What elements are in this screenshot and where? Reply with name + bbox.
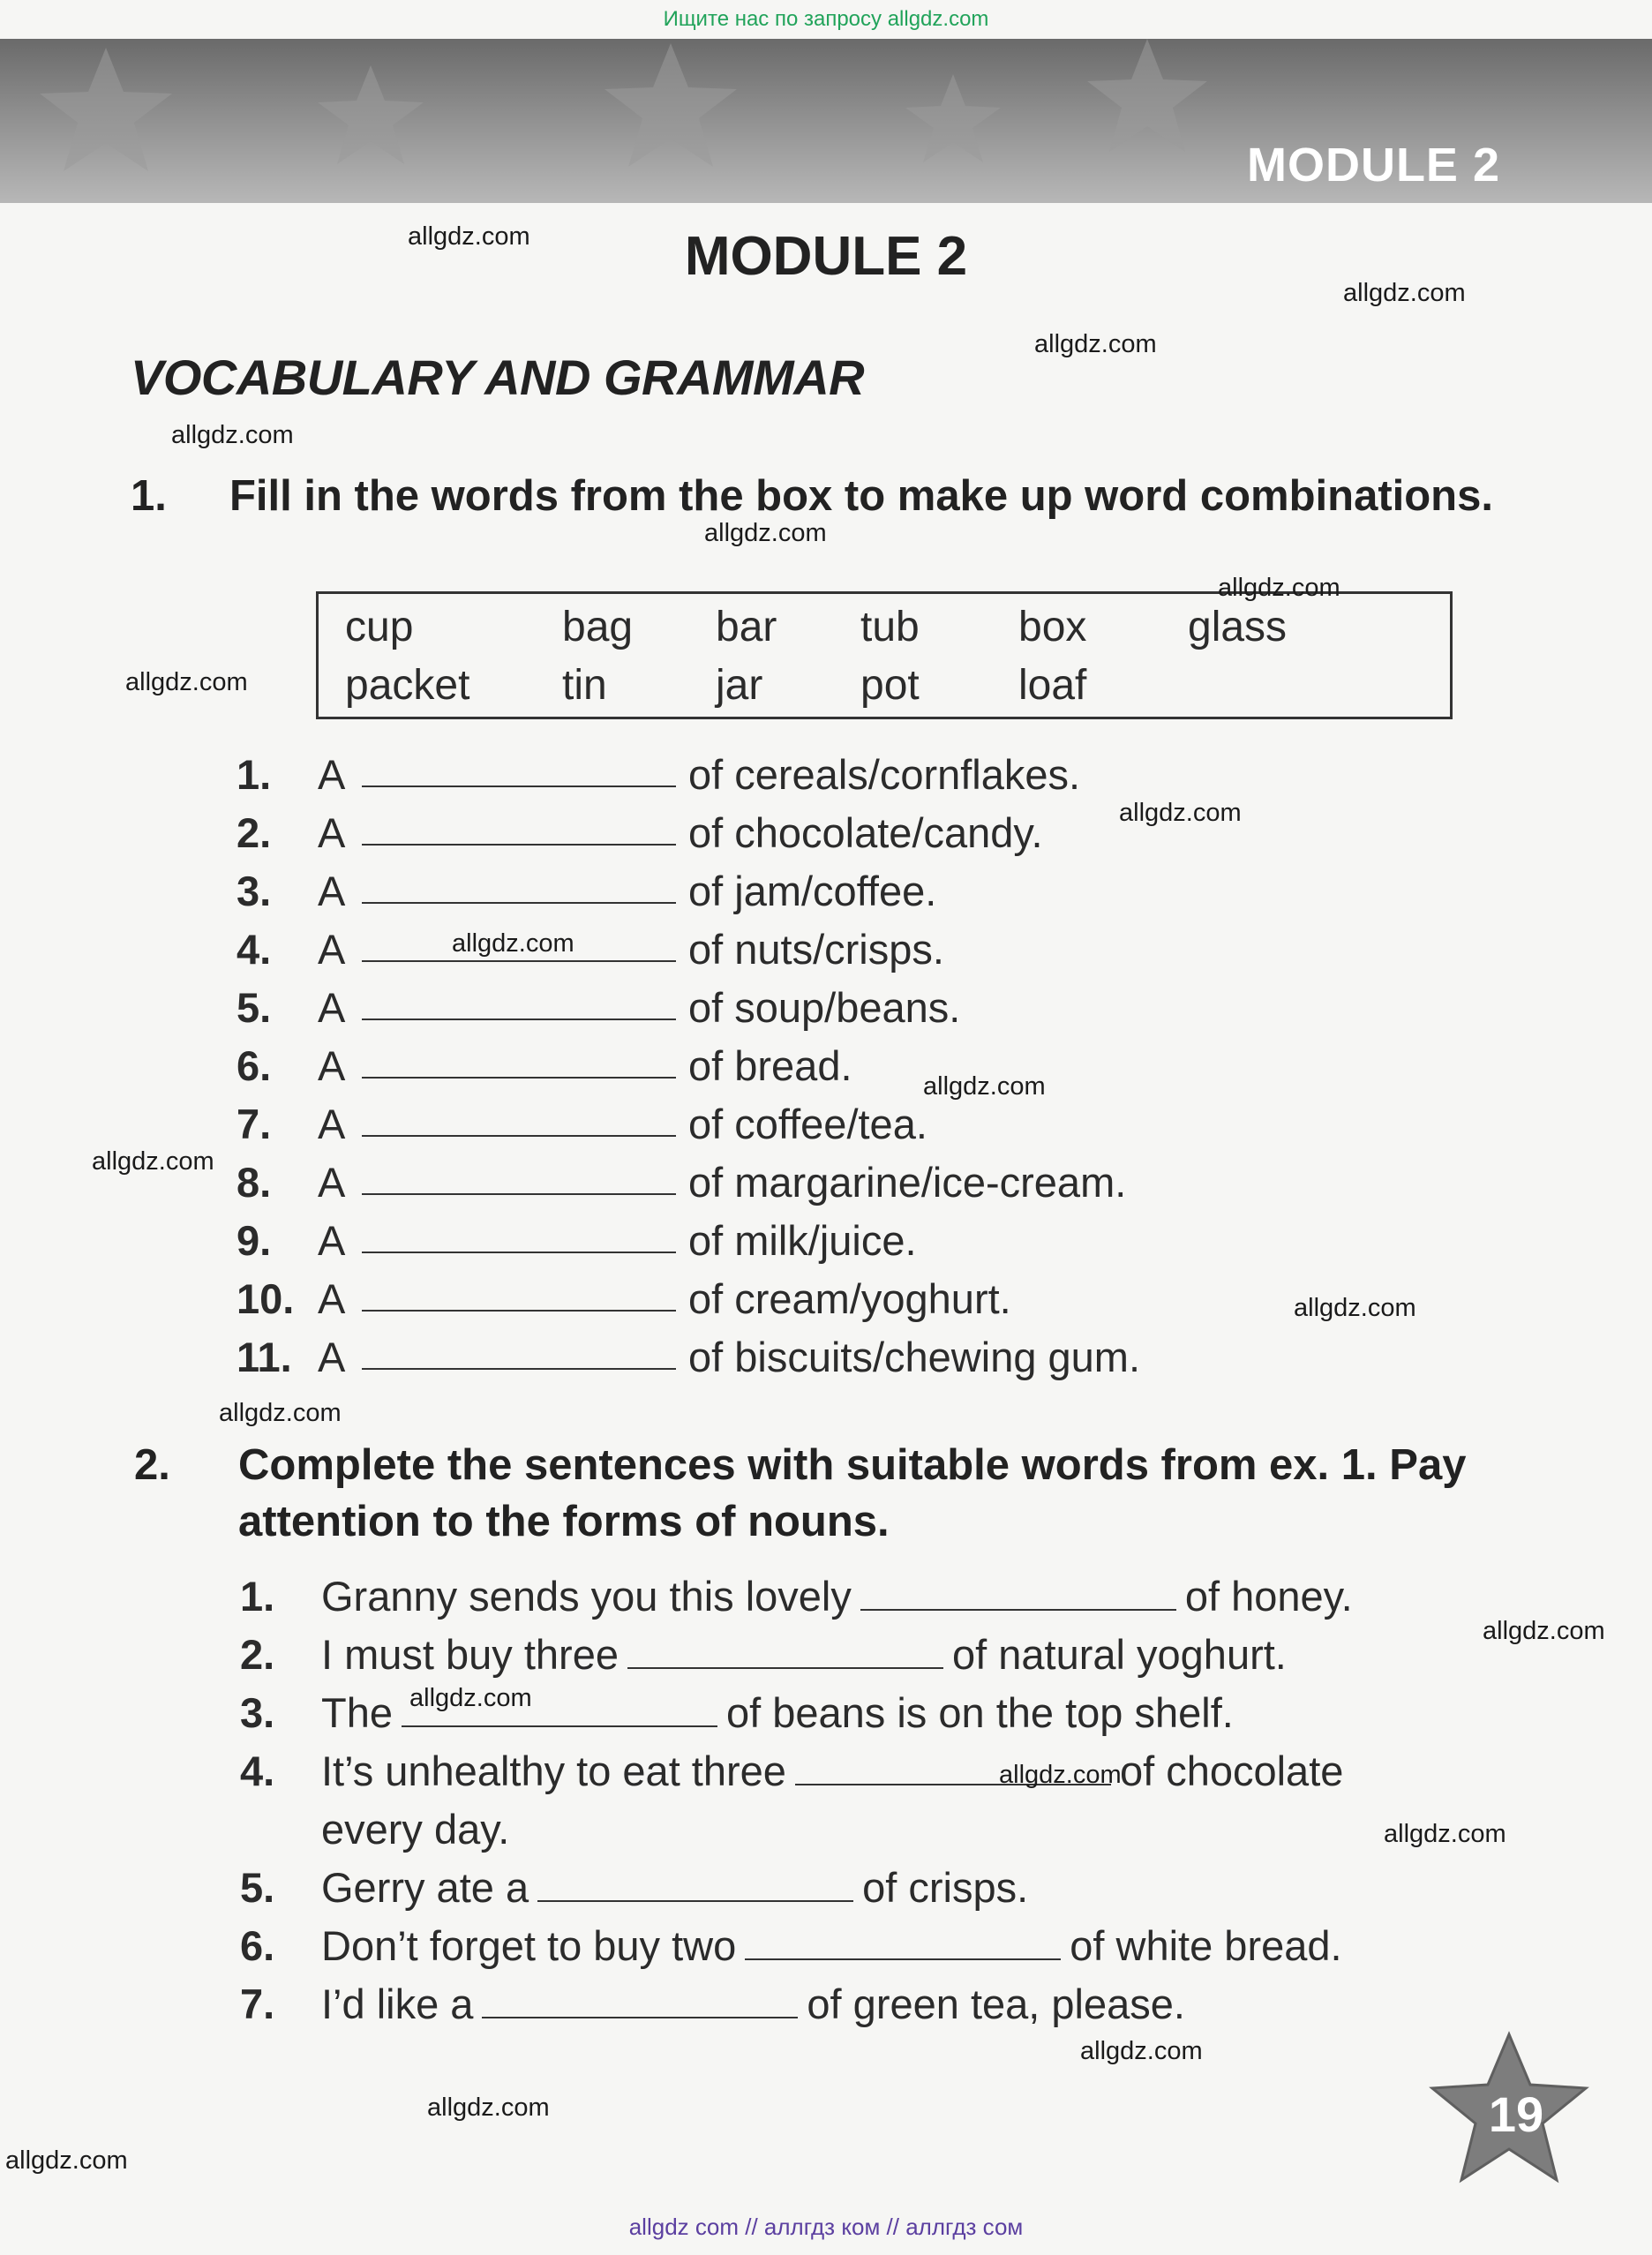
exercise1-instruction: Fill in the words from the box to make up word combinations. [229, 472, 1493, 520]
watermark: allgdz.com [999, 1761, 1122, 1789]
item-article: A [318, 1042, 346, 1089]
header-module-tag: MODULE 2 [1246, 139, 1500, 192]
word-box-item: pot [860, 662, 920, 709]
answer-blank[interactable] [362, 960, 676, 962]
answer-blank[interactable] [362, 844, 676, 846]
word-box-item: packet [345, 662, 470, 709]
item-number: 1. [240, 1573, 275, 1620]
word-box-item: glass [1188, 604, 1288, 650]
answer-blank[interactable] [745, 1918, 1061, 1960]
item-text-before: I must buy three [321, 1631, 619, 1678]
watermark: allgdz.com [1034, 330, 1157, 358]
item-text: of nuts/crisps. [688, 926, 944, 973]
item-text: of milk/juice. [688, 1217, 917, 1264]
answer-blank[interactable] [537, 1860, 853, 1902]
item-article: A [318, 1159, 346, 1206]
item-text-after: of natural yoghurt. [952, 1631, 1287, 1678]
item-number: 3. [237, 868, 272, 914]
watermark: allgdz.com [452, 929, 574, 958]
item-number: 10. [237, 1275, 295, 1322]
item-text: of margarine/ice-cream. [688, 1159, 1127, 1206]
item-text-before: Don’t forget to buy two [321, 1922, 737, 1969]
answer-blank[interactable] [362, 902, 676, 904]
item-number: 5. [237, 984, 272, 1031]
header-band [0, 39, 1652, 203]
item-article: A [318, 809, 346, 856]
item-number: 2. [237, 809, 272, 856]
word-box-item: loaf [1018, 662, 1087, 709]
top-note: Ищите нас по запросу allgdz.com [663, 7, 989, 31]
answer-blank[interactable] [362, 1368, 676, 1370]
exercise1-number: 1. [131, 472, 167, 520]
answer-blank[interactable] [482, 1976, 798, 2018]
item-number: 9. [237, 1217, 272, 1264]
item-text-after: of beans is on the top shelf. [726, 1689, 1234, 1736]
exercise2-number: 2. [134, 1441, 170, 1489]
item-number: 5. [240, 1864, 275, 1911]
item-number: 11. [237, 1334, 292, 1380]
watermark: allgdz.com [408, 222, 530, 251]
watermark: allgdz.com [125, 668, 248, 696]
item-text: of soup/beans. [688, 984, 961, 1031]
section-title: VOCABULARY AND GRAMMAR [131, 350, 865, 405]
item-article: A [318, 1334, 346, 1380]
answer-blank[interactable] [362, 1135, 676, 1137]
watermark: allgdz.com [1343, 279, 1466, 307]
item-number: 1. [237, 751, 272, 798]
watermark: allgdz.com [409, 1684, 532, 1712]
answer-blank[interactable] [627, 1627, 943, 1669]
exercise2-instruction: Complete the sentences with suitable words from ex. 1. Pay attention to the forms of nouns. [238, 1441, 1467, 1545]
answer-blank[interactable] [362, 1252, 676, 1253]
watermark: allgdz.com [171, 421, 294, 449]
footer-note: allgdz com // аллгдз ком // аллгдз сом [628, 2214, 1024, 2240]
item-text-before: It’s unhealthy to eat three [321, 1748, 786, 1794]
item-text-after: of honey. [1184, 1573, 1353, 1620]
item-number: 2. [240, 1631, 275, 1678]
item-text-after: of chocolate [1119, 1748, 1344, 1794]
item-number: 4. [237, 926, 272, 973]
word-box-item: bar [716, 604, 777, 650]
item-text: of biscuits/chewing gum. [688, 1334, 1141, 1380]
item-text: of cereals/cornflakes. [688, 751, 1081, 798]
item-text-after: of green tea, please. [807, 1981, 1185, 2027]
exercise1-instruction-block [131, 468, 1507, 524]
item-article: A [318, 1101, 346, 1147]
word-box-item: box [1018, 604, 1087, 650]
item-text: of cream/yoghurt. [688, 1275, 1011, 1322]
item-number: 6. [240, 1922, 275, 1969]
item-number: 4. [240, 1748, 275, 1794]
item-text-after: of white bread. [1070, 1922, 1342, 1969]
watermark: allgdz.com [1384, 1820, 1506, 1848]
answer-blank[interactable] [362, 785, 676, 787]
watermark: allgdz.com [1483, 1617, 1605, 1645]
item-text-before: Granny sends you this lovely [321, 1573, 852, 1620]
item-text-continued: every day. [321, 1806, 510, 1853]
item-text: of bread. [688, 1042, 852, 1089]
answer-blank[interactable] [860, 1568, 1176, 1611]
watermark: allgdz.com [92, 1147, 214, 1176]
item-text: of chocolate/candy. [688, 809, 1043, 856]
item-text-before: Gerry ate a [321, 1864, 529, 1911]
word-box-item: jar [716, 662, 763, 709]
watermark: allgdz.com [1119, 799, 1242, 827]
item-number: 3. [240, 1689, 275, 1736]
item-number: 6. [237, 1042, 272, 1089]
item-article: A [318, 1217, 346, 1264]
page-title: MODULE 2 [684, 226, 968, 287]
item-number: 7. [237, 1101, 272, 1147]
watermark: allgdz.com [704, 519, 827, 547]
item-number: 7. [240, 1981, 275, 2027]
item-article: A [318, 926, 346, 973]
word-box-item: bag [562, 604, 634, 650]
item-number: 8. [237, 1159, 272, 1206]
watermark: allgdz.com [923, 1072, 1046, 1101]
page-number: 19 [1488, 2086, 1544, 2142]
word-box-item: tin [562, 662, 607, 709]
watermark: allgdz.com [1080, 2037, 1203, 2065]
word-box-item: cup [345, 604, 414, 650]
answer-blank[interactable] [362, 1310, 676, 1312]
watermark: allgdz.com [1218, 574, 1340, 602]
word-box-item: tub [860, 604, 920, 650]
item-article: A [318, 1275, 346, 1322]
answer-blank[interactable] [362, 1019, 676, 1020]
item-text-before: The [321, 1689, 393, 1736]
watermark: allgdz.com [5, 2146, 128, 2175]
item-text-before: I’d like a [321, 1981, 474, 2027]
exercise2-instruction-block [134, 1437, 1528, 1550]
item-article: A [318, 984, 346, 1031]
item-text-after: of crisps. [862, 1864, 1029, 1911]
answer-blank[interactable] [362, 1077, 676, 1079]
answer-blank[interactable] [362, 1193, 676, 1195]
watermark: allgdz.com [427, 2093, 550, 2122]
item-article: A [318, 868, 346, 914]
item-text: of coffee/tea. [688, 1101, 927, 1147]
item-text: of jam/coffee. [688, 868, 937, 914]
word-box [316, 591, 1453, 719]
watermark: allgdz.com [219, 1399, 342, 1427]
item-article: A [318, 751, 346, 798]
watermark: allgdz.com [1294, 1294, 1416, 1322]
